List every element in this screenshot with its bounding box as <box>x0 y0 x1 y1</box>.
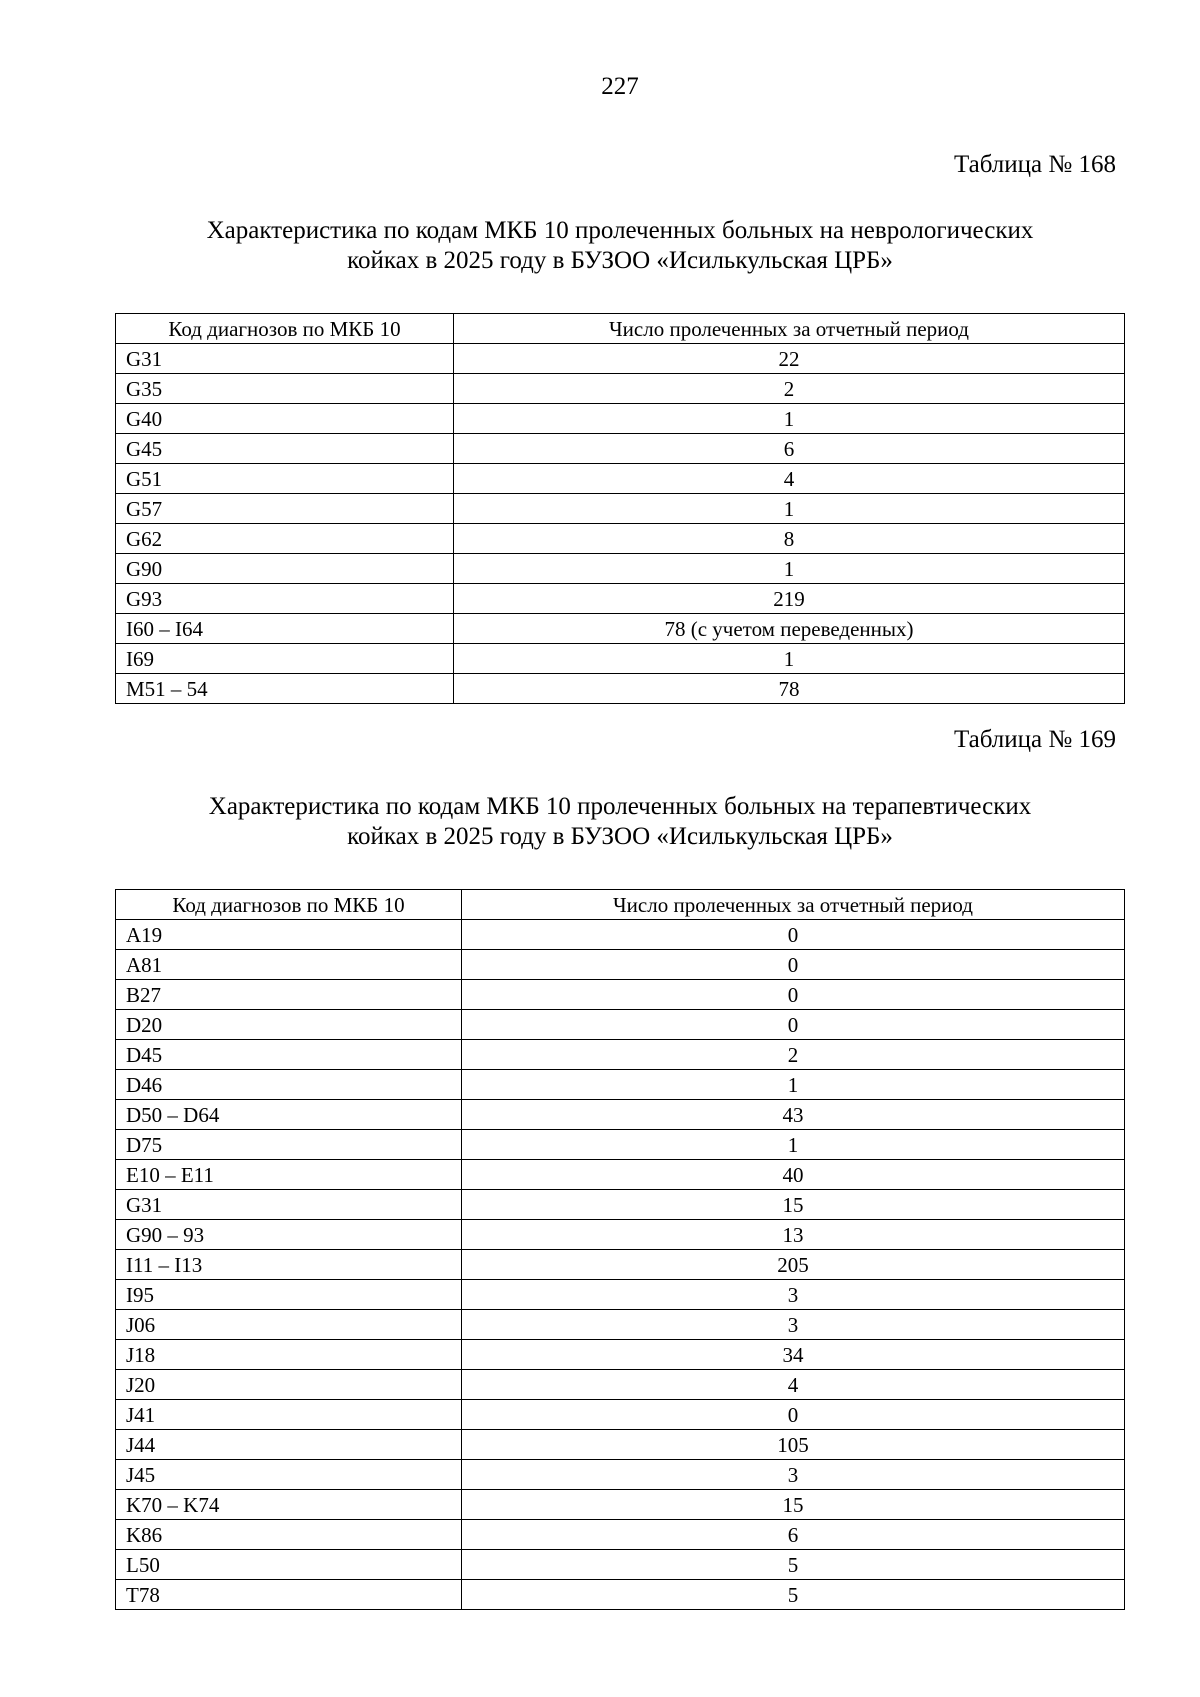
table-row <box>116 344 1125 374</box>
treated-count-cell: 43 <box>462 1100 1125 1130</box>
table-row <box>116 674 1125 704</box>
diagnosis-code-cell: I60 – I64 <box>116 614 454 644</box>
diagnosis-code-cell: D50 – D64 <box>116 1100 462 1130</box>
table-168-title <box>115 216 1125 276</box>
diagnosis-code-cell: D20 <box>116 1010 462 1040</box>
table-row <box>116 494 1125 524</box>
treated-count-cell: 6 <box>454 434 1125 464</box>
diagnosis-code-cell: G93 <box>116 584 454 614</box>
treated-count-cell: 8 <box>454 524 1125 554</box>
treated-count-cell: 105 <box>462 1430 1125 1460</box>
treated-count-cell: 40 <box>462 1160 1125 1190</box>
treated-count-cell: 1 <box>454 644 1125 674</box>
table-row <box>116 374 1125 404</box>
table-row <box>116 1280 1125 1310</box>
table-row <box>116 1190 1125 1220</box>
treated-count-cell: 0 <box>462 1010 1125 1040</box>
table-row <box>116 1070 1125 1100</box>
diagnosis-code-cell: G90 – 93 <box>116 1220 462 1250</box>
treated-count-cell: 1 <box>462 1070 1125 1100</box>
diagnosis-code-cell: G51 <box>116 464 454 494</box>
header-code: Код диагнозов по МКБ 10 <box>116 890 462 920</box>
table-row <box>116 1310 1125 1340</box>
treated-count-cell: 6 <box>462 1520 1125 1550</box>
table-row <box>116 404 1125 434</box>
treated-count-cell: 22 <box>454 344 1125 374</box>
treated-count-cell: 0 <box>462 980 1125 1010</box>
treated-count-cell: 78 (с учетом переведенных) <box>454 614 1125 644</box>
table-row <box>116 554 1125 584</box>
table-header-row <box>116 314 1125 344</box>
diagnosis-code-cell: J41 <box>116 1400 462 1430</box>
table-row <box>116 1040 1125 1070</box>
table-row <box>116 524 1125 554</box>
treated-count-cell: 15 <box>462 1490 1125 1520</box>
treated-count-cell: 4 <box>454 464 1125 494</box>
diagnosis-code-cell: J18 <box>116 1340 462 1370</box>
diagnosis-code-cell: J06 <box>116 1310 462 1340</box>
table-row <box>116 644 1125 674</box>
diagnosis-code-cell: G35 <box>116 374 454 404</box>
table-169 <box>115 889 1125 1610</box>
table-row <box>116 1220 1125 1250</box>
treated-count-cell: 1 <box>454 404 1125 434</box>
table-168-label: Таблица № 168 <box>953 151 1116 178</box>
diagnosis-code-cell: I95 <box>116 1280 462 1310</box>
diagnosis-code-cell: A81 <box>116 950 462 980</box>
treated-count-cell: 13 <box>462 1220 1125 1250</box>
table-header-row <box>116 890 1125 920</box>
diagnosis-code-cell: G57 <box>116 494 454 524</box>
diagnosis-code-cell: G31 <box>116 1190 462 1220</box>
table-row <box>116 584 1125 614</box>
table-169-title-line2: койках в 2025 году в БУЗОО «Исилькульская ЦРБ» <box>347 823 893 850</box>
diagnosis-code-cell: I69 <box>116 644 454 674</box>
table-row <box>116 1460 1125 1490</box>
table-168-title-line2: койках в 2025 году в БУЗОО «Исилькульская ЦРБ» <box>347 247 893 274</box>
diagnosis-code-cell: G40 <box>116 404 454 434</box>
table-row <box>116 1400 1125 1430</box>
diagnosis-code-cell: M51 – 54 <box>116 674 454 704</box>
table-168-title-line1: Характеристика по кодам МКБ 10 пролеченных больных на неврологических <box>206 217 1034 244</box>
diagnosis-code-cell: E10 – E11 <box>116 1160 462 1190</box>
treated-count-cell: 5 <box>462 1580 1125 1610</box>
treated-count-cell: 3 <box>462 1310 1125 1340</box>
diagnosis-code-cell: K86 <box>116 1520 462 1550</box>
diagnosis-code-cell: G90 <box>116 554 454 584</box>
table-169-title <box>115 792 1125 852</box>
header-count: Число пролеченных за отчетный период <box>454 314 1125 344</box>
diagnosis-code-cell: T78 <box>116 1580 462 1610</box>
treated-count-cell: 2 <box>462 1040 1125 1070</box>
diagnosis-code-cell: A19 <box>116 920 462 950</box>
treated-count-cell: 2 <box>454 374 1125 404</box>
table-row <box>116 920 1125 950</box>
table-row <box>116 1520 1125 1550</box>
diagnosis-code-cell: L50 <box>116 1550 462 1580</box>
page-number: 227 <box>601 73 639 100</box>
treated-count-cell: 0 <box>462 950 1125 980</box>
table-row <box>116 1160 1125 1190</box>
header-code: Код диагнозов по МКБ 10 <box>116 314 454 344</box>
diagnosis-code-cell: D45 <box>116 1040 462 1070</box>
table-row <box>116 434 1125 464</box>
treated-count-cell: 34 <box>462 1340 1125 1370</box>
treated-count-cell: 15 <box>462 1190 1125 1220</box>
table-row <box>116 950 1125 980</box>
diagnosis-code-cell: I11 – I13 <box>116 1250 462 1280</box>
table-169-title-line1: Характеристика по кодам МКБ 10 пролеченных больных на терапевтических <box>208 793 1032 820</box>
diagnosis-code-cell: G62 <box>116 524 454 554</box>
treated-count-cell: 205 <box>462 1250 1125 1280</box>
table-169-label: Таблица № 169 <box>953 726 1116 753</box>
table-row <box>116 1100 1125 1130</box>
table-row <box>116 1580 1125 1610</box>
table-row <box>116 1010 1125 1040</box>
treated-count-cell: 5 <box>462 1550 1125 1580</box>
diagnosis-code-cell: J44 <box>116 1430 462 1460</box>
table-row <box>116 1250 1125 1280</box>
diagnosis-code-cell: B27 <box>116 980 462 1010</box>
diagnosis-code-cell: K70 – K74 <box>116 1490 462 1520</box>
table-row <box>116 1430 1125 1460</box>
treated-count-cell: 3 <box>462 1460 1125 1490</box>
treated-count-cell: 0 <box>462 1400 1125 1430</box>
diagnosis-code-cell: D46 <box>116 1070 462 1100</box>
table-row <box>116 464 1125 494</box>
table-row <box>116 1130 1125 1160</box>
table-row <box>116 980 1125 1010</box>
table-row <box>116 614 1125 644</box>
treated-count-cell: 0 <box>462 920 1125 950</box>
treated-count-cell: 4 <box>462 1370 1125 1400</box>
diagnosis-code-cell: G45 <box>116 434 454 464</box>
table-168 <box>115 313 1125 704</box>
treated-count-cell: 219 <box>454 584 1125 614</box>
treated-count-cell: 3 <box>462 1280 1125 1310</box>
treated-count-cell: 1 <box>454 554 1125 584</box>
diagnosis-code-cell: G31 <box>116 344 454 374</box>
treated-count-cell: 1 <box>454 494 1125 524</box>
table-row <box>116 1550 1125 1580</box>
table-row <box>116 1370 1125 1400</box>
diagnosis-code-cell: J20 <box>116 1370 462 1400</box>
table-row <box>116 1340 1125 1370</box>
table-row <box>116 1490 1125 1520</box>
treated-count-cell: 78 <box>454 674 1125 704</box>
diagnosis-code-cell: J45 <box>116 1460 462 1490</box>
treated-count-cell: 1 <box>462 1130 1125 1160</box>
header-count: Число пролеченных за отчетный период <box>462 890 1125 920</box>
diagnosis-code-cell: D75 <box>116 1130 462 1160</box>
